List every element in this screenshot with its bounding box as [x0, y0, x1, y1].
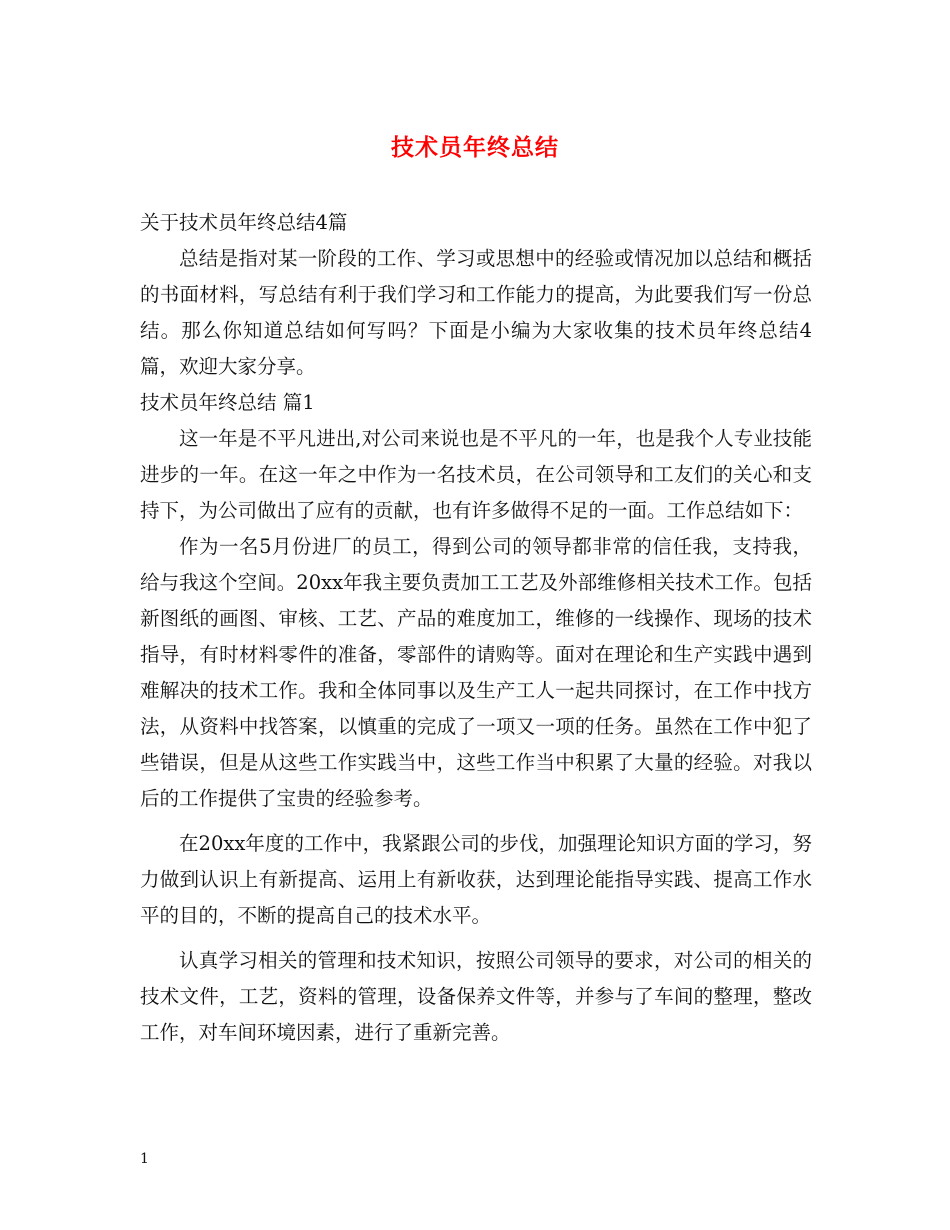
document-title: 技术员年终总结 — [391, 135, 559, 161]
document-body — [140, 205, 812, 1051]
page-number: 1 — [140, 1151, 149, 1167]
body-paragraph: 在20xx年度的工作中，我紧跟公司的步伐，加强理论知识方面的学习，努力做到认识上有新提高、运用上有新收获，达到理论能指导实践、提高工作水平的目的，不断的提高自己的技术水平。 — [140, 832, 812, 927]
subtitle: 关于技术员年终总结4篇 — [140, 211, 348, 234]
body-paragraph: 作为一名5月份进厂的员工，得到公司的领导都非常的信任我，支持我，给与我这个空间。20xx年我主要负责加工工艺及外部维修相关技术工作。包括新图纸的画图、审核、工艺、产品的难度加工，维修的一线操作、现场的技术指导，有时材料零件的准备，零部件的请购等。面对在理论和生产实践中遇到难解决的技术工作。我和全体同事以及生产工人一起共同探讨，在工作中找方法，从资料中找答案，以慎重的完成了一项又一项的任务。虽然在工作中犯了些错误，但是从这些工作实践当中，这些工作当中积累了大量的经验。对我以后的工作提供了宝贵的经验参考。 — [140, 535, 812, 810]
intro-paragraph: 总结是指对某一阶段的工作、学习或思想中的经验或情况加以总结和概括的书面材料，写总结有利于我们学习和工作能力的提高，为此要我们写一份总结。那么你知道总结如何写吗？下面是小编为大家收集的技术员年终总结4篇，欢迎大家分享。 — [140, 247, 812, 378]
body-paragraph: 这一年是不平凡进出,对公司来说也是不平凡的一年，也是我个人专业技能进步的一年。在这一年之中作为一名技术员，在公司领导和工友们的关心和支持下，为公司做出了应有的贡献，也有许多做得不足的一面。工作总结如下： — [140, 427, 812, 522]
body-paragraph: 认真学习相关的管理和技术知识，按照公司领导的要求，对公司的相关的技术文件，工艺，资料的管理，设备保养文件等，并参与了车间的整理，整改工作，对车间环境因素，进行了重新完善。 — [140, 949, 812, 1044]
section-heading: 技术员年终总结 篇1 — [140, 391, 315, 414]
